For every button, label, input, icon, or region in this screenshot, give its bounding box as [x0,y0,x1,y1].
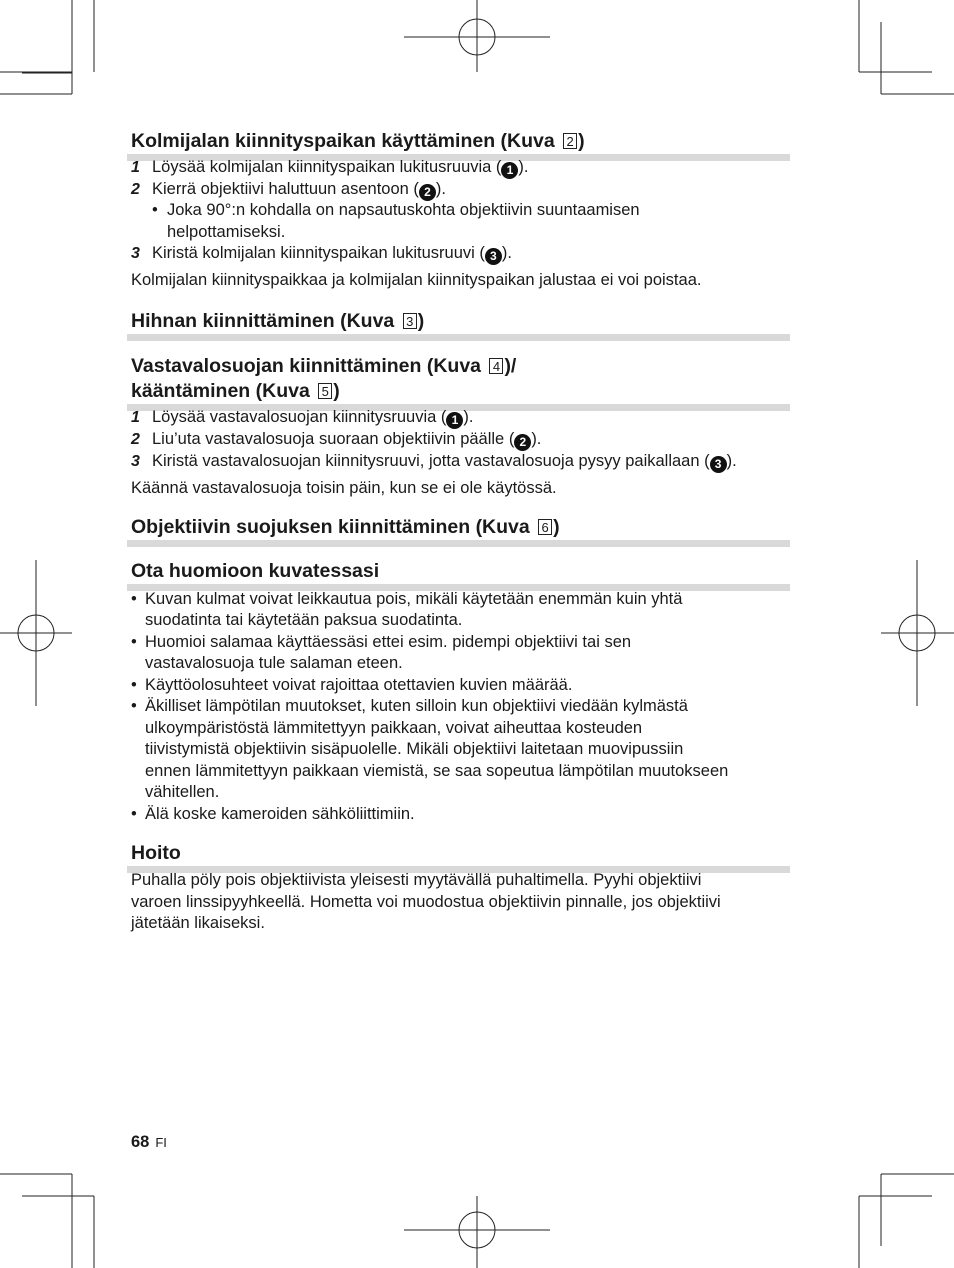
step-body: Liu’uta vastavalosuoja suoraan objektiivin päälle ( [152,430,515,448]
step-text [152,157,529,179]
page-footer [131,1133,167,1152]
circled-number: 2 [514,434,531,451]
step-number: 2 [131,431,140,448]
step-text [152,429,541,451]
step-body: Löysää vastavalosuojan kiinnitysruuvia ( [152,408,447,426]
bullet-text: Joka 90°:n kohdalla on napsautuskohta objektiivin suuntaamisen [167,201,640,219]
heading-strap [127,309,790,341]
heading-text: Vastavalosuojan kiinnittäminen (Kuva [131,355,487,377]
bullet-mark: • [131,697,137,715]
step-body: Kiristä kolmijalan kiinnityspaikan lukitusruuvi ( [152,244,485,262]
step-text [152,243,512,265]
step-number: 1 [131,159,140,176]
circled-number: 1 [501,162,518,179]
bullet-text: Älä koske kameroiden sähköliittimiin. [145,805,415,823]
bullet-text: tiivistymistä objektiivin sisäpuolelle. Mikäli objektiivi laitetaan muovipussiin [145,740,684,758]
figure-ref: 2 [563,133,577,149]
bullet-mark: • [131,590,137,608]
heading-close: )/ [504,355,517,377]
bullet-text: Äkilliset lämpötilan muutokset, kuten silloin kun objektiivi viedään kylmästä [145,697,688,715]
step-end: ). [463,408,474,426]
bullet-text: helpottamiseksi. [167,223,286,241]
bullet-text: suodatinta tai käytetään paksua suodatinta. [145,611,463,629]
step-text [152,179,446,201]
step-number: 3 [131,245,140,262]
heading-close: ) [553,516,560,538]
bullet-mark: • [131,676,137,694]
circled-number: 3 [485,248,502,265]
heading-close: ) [578,130,585,152]
step-end: ). [435,180,447,198]
step-number: 2 [131,181,140,198]
figure-ref: 4 [489,358,503,374]
bullet-text: ulkoympäristöstä lämmitettyyn paikkaan, voivat aiheuttaa kosteuden [145,719,643,737]
step-end: ). [501,244,512,262]
paragraph: jätetään likaiseksi. [131,914,265,932]
bullet-text: Kuvan kulmat voivat leikkautua pois, mikäli käytetään enemmän kuin yhtä [145,590,683,608]
circled-number: 2 [419,184,436,201]
step-end: ). [726,452,737,470]
heading-text: kääntäminen (Kuva [131,380,316,402]
step-body: Löysää kolmijalan kiinnityspaikan lukitusruuvia ( [152,158,502,176]
circled-number: 3 [710,456,727,473]
heading-lens-cap [127,515,790,547]
paragraph: Kolmijalan kiinnityspaikkaa ja kolmijalan kiinnityspaikan jalustaa ei voi poistaa. [131,271,702,289]
page-number: 68 [131,1133,150,1151]
paragraph: Puhalla pöly pois objektiivista yleisesti myytävällä puhaltimella. Pyyhi objektiivi [131,871,702,889]
bullet-text: vähitellen. [145,783,220,801]
bullet-mark: • [131,633,137,651]
heading-close: ) [417,310,425,332]
bullet-text: Huomioi salamaa käyttäessäsi ettei esim. pidempi objektiivi tai sen [145,633,632,651]
heading-text: Objektiivin suojuksen kiinnittäminen (Kuva [131,516,536,538]
heading-close: ) [333,380,340,402]
step-end: ). [531,430,542,448]
step-number: 3 [131,453,140,470]
circled-number: 1 [446,412,463,429]
step-text [152,407,474,429]
step-text [152,451,737,473]
heading-care [127,841,790,873]
heading-text: Hihnan kiinnittäminen (Kuva [131,310,400,332]
step-body: Kiristä vastavalosuojan kiinnitysruuvi, jotta vastavalosuoja pysyy paikallaan ( [152,452,710,470]
heading-text: Ota huomioon kuvatessasi [131,560,380,582]
language-code: FI [155,1135,167,1150]
heading-hood-line1 [127,354,790,379]
heading-shooting [127,559,790,591]
bullet-text: ennen lämmitettyyn paikkaan viemistä, se saa sopeutua lämpötilan muutokseen [145,762,729,780]
step-end: ). [518,158,529,176]
step-body: Kierrä objektiivi haluttuun asentoon ( [152,180,419,198]
bullet-mark: • [152,201,158,219]
heading-text: Kolmijalan kiinnityspaikan käyttäminen (Kuva [131,130,561,152]
paragraph: varoen linssipyyhkeellä. Hometta voi muodostua objektiivin pinnalle, jos objektiivi [131,893,721,911]
bullet-mark: • [131,805,137,823]
figure-ref: 3 [403,313,417,329]
bullet-text: vastavalosuoja tule salaman eteen. [145,654,403,672]
bullet-text: Käyttöolosuhteet voivat rajoittaa otettavien kuvien määrää. [145,676,573,694]
step-number: 1 [131,409,140,426]
figure-ref: 6 [538,519,552,535]
heading-text: Hoito [131,842,181,864]
figure-ref: 5 [318,383,332,399]
paragraph: Käännä vastavalosuoja toisin päin, kun se ei ole käytössä. [131,479,557,497]
